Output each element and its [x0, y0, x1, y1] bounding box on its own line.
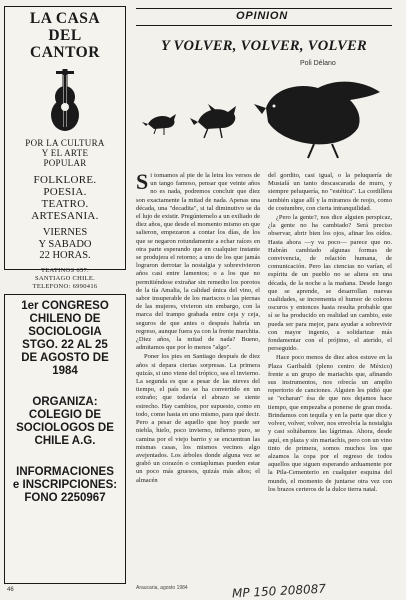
- info-line: e INSCRIPCIONES:: [12, 479, 118, 491]
- arts-item: POESIA.: [43, 186, 87, 198]
- drop-cap: S: [136, 169, 149, 194]
- handwritten-catalog-mark: MP 150 208087: [231, 581, 327, 600]
- address-line: TELEFONO: 6990416: [32, 282, 98, 290]
- article-byline: Poli Délano: [300, 60, 336, 67]
- guitar-emblem-icon: [40, 67, 90, 135]
- brand-line: DEL: [48, 27, 82, 44]
- arts-item: TEATRO.: [41, 198, 89, 210]
- section-rule: [136, 25, 392, 26]
- left-ads-column: [4, 6, 126, 586]
- ad-organizer: [5, 396, 125, 448]
- brand-line: LA CASA: [29, 10, 101, 27]
- ad-brand: [5, 10, 125, 61]
- article-paragraph: Hace poco menos de diez años estuve en la Plaza Garibaldi (pleno centro de México) frente a un grupo de mariachis que, afinando sus instrumentos, nos ofrecía un amplio repertorio de canciones. Alguien les pidió que se "echaran" ésa de que nos dejamos hace tiempo, que empezaba a ponerse de gran moda. Brindamos con tequila y en la parte que dice y volver, volver, volver, nos envolvía la nostalgia y casi soltábamos las lágrimas. Ahora, desde aquí, en plaza y sin mariachis, pero con un vino tinto de primera, somos muchos los que alzamos la copa por el regreso de todos aquellos que siguen esperando arduamente por la Pila-Cementerio en cualquier esquina del mundo, el momento de juntarse otra vez con los brazos certeros de la dulce tierra natal.: [268, 354, 393, 493]
- info-line: FONO 2250967: [24, 492, 106, 504]
- tagline-line: Y EL ARTE: [41, 148, 89, 158]
- brand-line: CANTOR: [30, 44, 100, 61]
- arts-item: ARTESANIA.: [31, 210, 99, 222]
- congress-line: 1984: [52, 365, 78, 377]
- article-paragraph: Poner los pies en Santiago después de diez años si depara ciertas sorpresas. La primera quizás, si uno viene del trópico, sea el invierno. La segunda es que a pesar de las nieves del tiempo, el país no se ha convertido en un extraño; que todavía el abrazo se siente estrecho. Hay cambios, por supuesto, como en todo, como hasta en uno mismo, para qué decir. Pero a pesar de aquello que hoy puede ser niebla, hielo, poco invierno, infierno puro, se camina por el viejo barrio y se encuentran las mismas casas, los mismos vecinos algo avejentados. Los árboles donde alguna vez se grabó un corazón o contaplumas pueden estar un poco más gruesos, quizás más altos; el almacén: [136, 353, 261, 484]
- section-label: OPINION: [235, 10, 289, 22]
- schedule-line: 22 HORAS.: [39, 250, 91, 261]
- top-rule: [136, 8, 392, 9]
- ad-address: [5, 267, 125, 291]
- article-column-2: [268, 172, 392, 572]
- tagline-line: POPULAR: [43, 158, 87, 168]
- ad-tagline: [5, 138, 125, 168]
- congress-line: CHILENO DE: [29, 313, 101, 325]
- small-bird-figure: [142, 114, 176, 135]
- article-paragraph: del gordito, casi igual, o la peluquería de Mustafá un tanto descascarada de muro, y siempre peluquería, no "estética". La cordillera también sigue allí y la miramos de reojo, como de costumbre, con cierta intranquilidad.: [268, 172, 392, 212]
- ad-arts-list: [5, 174, 125, 222]
- congress-line: STGO. 22 AL 25: [22, 339, 108, 351]
- address-line: SANTIAGO CHILE.: [34, 274, 96, 282]
- ad-congress-heading: [5, 300, 125, 378]
- congress-line: 1er CONGRESO: [21, 300, 109, 312]
- org-line: COLEGIO DE: [28, 409, 102, 421]
- footer-note: Araucaria, agosto 1984: [136, 585, 188, 591]
- schedule-line: Y SABADO: [38, 238, 92, 250]
- ad-congreso-sociologia: [4, 294, 126, 584]
- arts-item: FOLKLORE.: [33, 174, 97, 186]
- paragraph-text: i tomamos al pie de la letra los versos de un tango famoso, pensar que veinte años no es nada, podremos concluir que diez son exactamente la mitad de nada. Apenas una década, una "decadita", si tal diminutivo se da el lujo de existir. Pregúntemelo a un exiliado de diez años, que desde el momento mismo en que salieron, empezaron a contar los días, de los que se negaron rotundamente a echar raíces en otra parte esperando que en cualquier instante se produjera el retorno; a uno de los que jamás lograron derrotar la nostalgia y sobrevivieron años casi entre lamentos; o a los que no permitiéndose extrañar sin remedio los porotos de la tía Amalia, la calidad única del vino, el sabor insuperable de los mariscos o las piernas de las mujeres, vivieron sin embargo, con la marca del trampo grabada entre ceja y ceja, seguros de que antes o después habría un regreso, aunque fuera ya con la frente marchita. ¿Diez años, la mitad de nada? Bueno, admitamos que por lo menos "algo".: [136, 172, 261, 352]
- org-line: CHILE A.G.: [34, 435, 96, 447]
- congress-line: SOCIOLOGIA: [28, 326, 102, 338]
- page-number: 46: [7, 587, 14, 593]
- tagline-line: POR LA CULTURA: [25, 138, 105, 148]
- org-line: SOCIOLOGOS DE: [16, 422, 114, 434]
- article-illustration: [136, 68, 392, 168]
- schedule-line: VIERNES: [42, 227, 88, 238]
- large-condor-figure: [254, 82, 380, 158]
- article-paragraph: ¿Pero la gente?, nos dice alguien perspicaz, ¿la gente no ha cambiado? Será preciso observar, abrir bien los ojos, afinar los oídos. Hasta ahora —y va poco— parece que no. Habrán cambiado algunas formas de convivencia, de relación humana, de comunicación. Pero las ciencias no varían, el espíritu de un pueblo no se altera en una década, de la noche a la mañana. Desde luego que se aprende, se desarrollan nuevas cualidades, se incrementa el humor de colores oscuros y entonces hasta resulta probable que sí se ha producido en realidad un cambio, este pueda ser para mejor, para ayudar a sobrevivir con mayor ingenio, a solidarizar más fondamentar con el prójimo, el aterido, el perseguido.: [268, 214, 392, 353]
- ad-la-casa-del-cantor: [4, 6, 126, 290]
- article-column-1: [136, 169, 261, 582]
- article-paragraph: [136, 169, 261, 352]
- address-line: TEATINOS 657.: [41, 266, 89, 274]
- article-title: Y VOLVER, VOLVER, VOLVER: [160, 38, 368, 54]
- org-line: ORGANIZA:: [32, 396, 98, 408]
- congress-line: DE AGOSTO DE: [21, 352, 109, 364]
- ad-schedule: [5, 227, 125, 262]
- ad-info: [5, 466, 125, 505]
- medium-bird-figure: [190, 104, 236, 138]
- info-line: INFORMACIONES: [16, 466, 114, 478]
